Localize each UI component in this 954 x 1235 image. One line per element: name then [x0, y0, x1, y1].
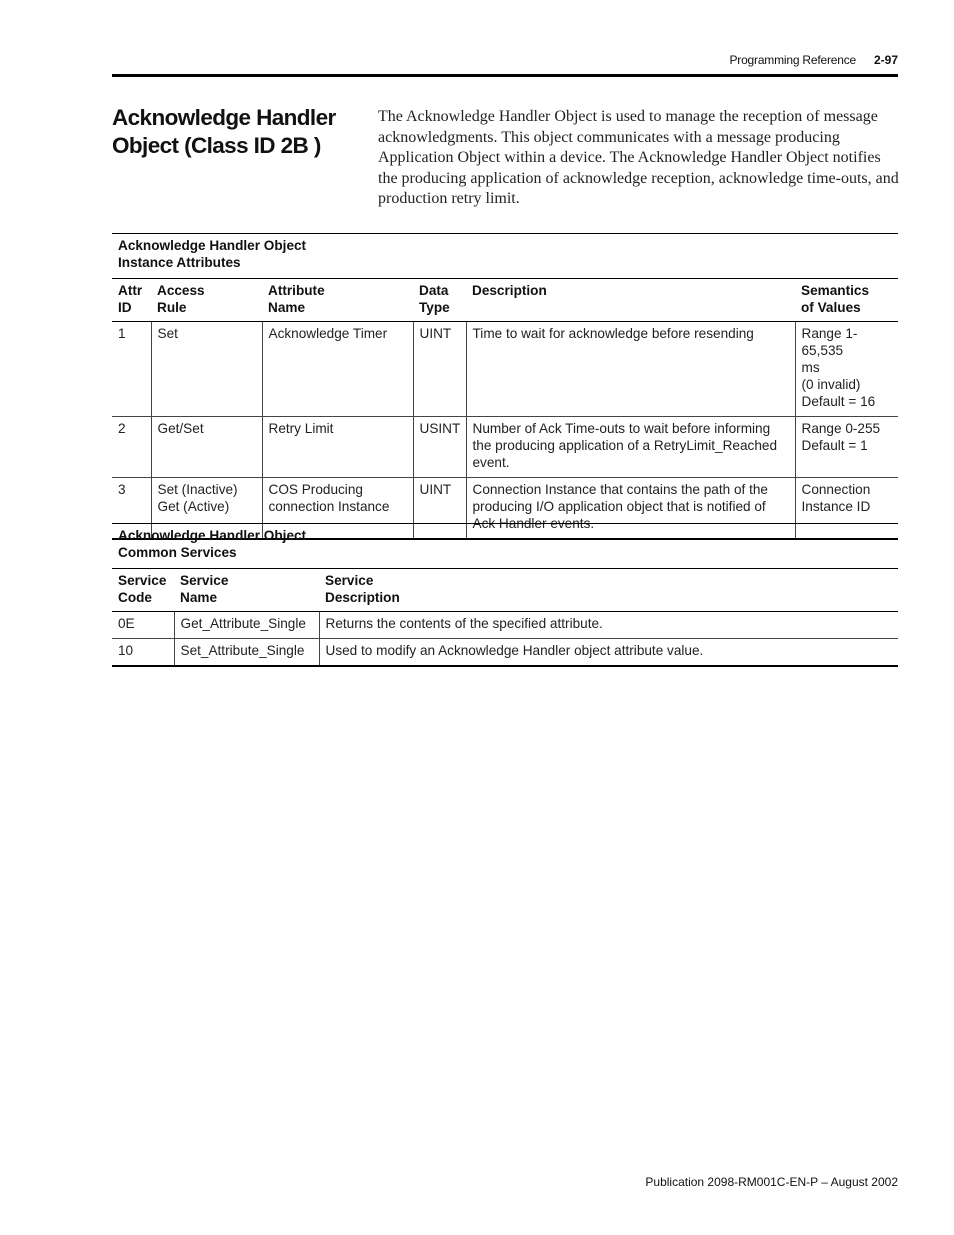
table-header-row [112, 569, 898, 612]
cell-description: Connection Instance that contains the path of the producing I/O application object that is notified of Ack Handler events. [466, 478, 795, 540]
col-header-attribute-name: Attribute Name [262, 279, 413, 322]
running-header-section: Programming Reference [729, 53, 856, 67]
caption-line: Instance Attributes [118, 255, 241, 270]
cell-data-type: USINT [413, 417, 466, 478]
cell-description: Time to wait for acknowledge before resending [466, 322, 795, 417]
col-header-service-description: Service Description [319, 569, 898, 612]
instance-table-caption [112, 233, 898, 278]
services-table-caption [112, 523, 898, 568]
intro-paragraph: The Acknowledge Handler Object is used to manage the reception of message acknowledgments. This object communicates with a message producing Application Object within a device. The Acknowledge Handler Object notifies the producing application of acknowledge reception, acknowledge time-outs, and production retry limit. [378, 108, 899, 207]
cell-semantics: Range 1-65,535 ms (0 invalid) Default = 16 [795, 322, 898, 417]
instance-table-grid [112, 278, 898, 540]
cell-service-description: Used to modify an Acknowledge Handler object attribute value. [319, 639, 898, 667]
cell-data-type: UINT [413, 322, 466, 417]
table-header-row [112, 279, 898, 322]
col-header-description: Description [466, 279, 795, 322]
common-services-table [112, 523, 898, 667]
table-row [112, 612, 898, 639]
caption-line: Acknowledge Handler Object [118, 238, 307, 253]
col-header-access-rule: Access Rule [151, 279, 262, 322]
col-header-data-type: Data Type [413, 279, 466, 322]
cell-service-name: Set_Attribute_Single [174, 639, 319, 667]
cell-attr-id: 3 [112, 478, 151, 540]
cell-semantics: Range 0-255 Default = 1 [795, 417, 898, 478]
caption-line: Common Services [118, 545, 237, 560]
page-number: 2-97 [873, 53, 898, 67]
cell-attribute-name: Retry Limit [262, 417, 413, 478]
caption-line: Acknowledge Handler Object [118, 528, 307, 543]
col-header-service-name: Service Name [174, 569, 319, 612]
col-header-attr-id: Attr ID [112, 279, 151, 322]
cell-attr-id: 1 [112, 322, 151, 417]
col-header-semantics: Semantics of Values [795, 279, 898, 322]
cell-attribute-name: COS Producing connection Instance [262, 478, 413, 540]
cell-data-type: UINT [413, 478, 466, 540]
section-title-line2: Object (Class ID 2B ) [112, 133, 321, 158]
cell-service-name: Get_Attribute_Single [174, 612, 319, 639]
cell-access-rule: Set (Inactive) Get (Active) [151, 478, 262, 540]
cell-description: Number of Ack Time-outs to wait before informing the producing application of a RetryLimit_Reached event. [466, 417, 795, 478]
cell-semantics: Connection Instance ID [795, 478, 898, 540]
instance-attributes-table [112, 233, 898, 540]
table-row [112, 417, 898, 478]
cell-service-code: 10 [112, 639, 174, 667]
table-row [112, 322, 898, 417]
publication-footer: Publication 2098-RM001C-EN-P – August 2002 [645, 1175, 898, 1189]
cell-attribute-name: Acknowledge Timer [262, 322, 413, 417]
col-header-service-code: Service Code [112, 569, 174, 612]
section-title-line1: Acknowledge Handler [112, 105, 336, 130]
section-title [112, 104, 352, 160]
cell-service-description: Returns the contents of the specified attribute. [319, 612, 898, 639]
services-table-grid [112, 568, 898, 667]
table-row [112, 639, 898, 667]
cell-access-rule: Get/Set [151, 417, 262, 478]
cell-attr-id: 2 [112, 417, 151, 478]
cell-service-code: 0E [112, 612, 174, 639]
header-rule [112, 74, 898, 77]
cell-access-rule: Set [151, 322, 262, 417]
page-header [112, 52, 898, 76]
